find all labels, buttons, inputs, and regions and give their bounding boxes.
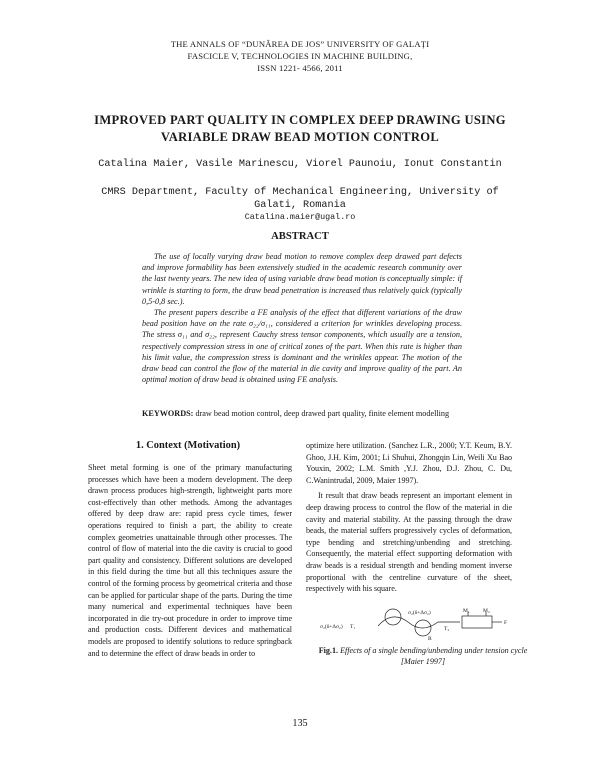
bending-unbending-diagram — [320, 606, 520, 642]
journal-header-line-3: ISSN 1221- 4566, 2011 — [257, 63, 343, 73]
paper-title-line-2: VARIABLE DRAW BEAD MOTION CONTROL — [160, 130, 440, 144]
label-mid: σ₂(δ+Δσ₂) — [408, 610, 431, 616]
figure-caption-text: Effects of a single bending/unbending under tension cycle [Maier 1997] — [340, 646, 528, 666]
affiliation: CMRS Department, Faculty of Mechanical Engineering, University of Galati, Romania — [101, 187, 499, 211]
sheet-element — [462, 616, 492, 628]
keywords — [142, 408, 462, 419]
left-column — [88, 462, 292, 659]
right-column — [306, 440, 512, 595]
right-paragraph-2: It result that draw beads represent an important element in deep drawing process to control the flow of the material in die cavity and material stability. At the passing through the draw beads, the material suffers progressively cycles of deformation, type bending and stretching/unbending and stretching. Consequently, the material effect supporting deformation with draw beads is a residual strength and bending moment inverse proportional with the centreline curvature of the sheet, respectively with his square. — [306, 491, 512, 594]
label-m1: M₁ — [463, 608, 470, 614]
author-email: Catalina.maier@ugal.ro — [244, 212, 356, 222]
left-paragraph-1: Sheet metal forming is one of the primary manufacturing processes which have been a modern development. The deep drawn process produces high-strength, lightweight parts more cost-effectively than other methods. Among the advantages offered by deep draw are: rapid press cycle times, fewer operations required to finish a part, the ability to create complex geometries unattainable through other processes. The control of flow of material into the die cavity is crucial to good part quality and consistency. Different solutions are developed in this field during the time but all this techniques assure the control of the forming process by geometrical criteria and those can be applied for particular shape of the parts. During the time many numerical and experimental techniques have been incorporated in die try-out procedure in order to improve time and production costs. Different devices and mathematical models are proposed to identify solutions to reduce springback and to determine the effect of draw beads in order to — [88, 463, 292, 658]
journal-header-line-1: THE ANNALS OF “DUNĂREA DE JOS” UNIVERSITY OF GALAȚI — [170, 39, 430, 49]
abstract-paragraph-1: The use of locally varying draw bead motion to remove complex deep drawed part defects and improve formability has been extensively studied in the academic research community over the last twenty years. The new idea of using variable draw bead motion is conceptually simple: if wrinkle is starting to form, the draw bead penetration is increased thus relatively quick (typically 0,5-0,8 sec.). — [142, 252, 462, 306]
figure-caption-label: Fig.1. — [318, 646, 339, 655]
abstract-paragraph-2: The present papers describe a FE analysis of the effect that different variations of the draw bead position have on the rate σ₂₂/σ₁₁, considered a criterion for wrinkles developing process. The stress σ₁₁ and σ₂₂, represent Cauchy stress tensor components, which usually are a tension, respectively compression stress in one of critical zones of the part. When this rate is higher than his limit value, the compression stress is dominant and the wrinkles appear. The motion of the draw bead can control the flow of the material in die cavity and improve quality of the part. An optimal motion of draw bead is obtained using FE analysis. — [142, 308, 462, 385]
label-t1: T₁ — [350, 624, 356, 630]
label-r: R — [428, 636, 432, 642]
label-t2: T₂ — [444, 626, 450, 632]
label-m2: M₂ — [483, 608, 490, 614]
right-paragraph-1: optimize here utilization. (Sanchez L.R., 2000; Y.T. Keum, B.Y. Ghoo, J.H. Kim, 2001; Li Shuhui, Zhongqin Lin, Weili Xu Bao Youxin, 2002; L.M. Smith ,Y.J. Zhou, D.J. Zhou, C. Du, C.Wanintrudal, 2009, Maier 1997). — [306, 441, 512, 485]
figure-caption — [318, 646, 528, 667]
section-heading: 1. Context (Motivation) — [135, 440, 241, 451]
paper-title-line-1: IMPROVED PART QUALITY IN COMPLEX DEEP DRAWING USING — [94, 113, 506, 127]
keywords-text: draw bead motion control, deep drawed part quality, finite element modelling — [195, 409, 450, 418]
label-left: σ₂(δ+Δσ₂) — [320, 624, 343, 630]
journal-header-line-2: FASCICLE V, TECHNOLOGIES IN MACHINE BUILDING, — [187, 51, 413, 61]
page-number: 135 — [292, 718, 308, 729]
abstract-heading: ABSTRACT — [271, 231, 329, 242]
label-f: F — [504, 620, 508, 626]
authors: Catalina Maier, Vasile Marinescu, Viorel Paunoiu, Ionut Constantin — [98, 159, 502, 170]
abstract-body — [142, 251, 462, 385]
keywords-label: KEYWORDS: — [142, 409, 194, 418]
